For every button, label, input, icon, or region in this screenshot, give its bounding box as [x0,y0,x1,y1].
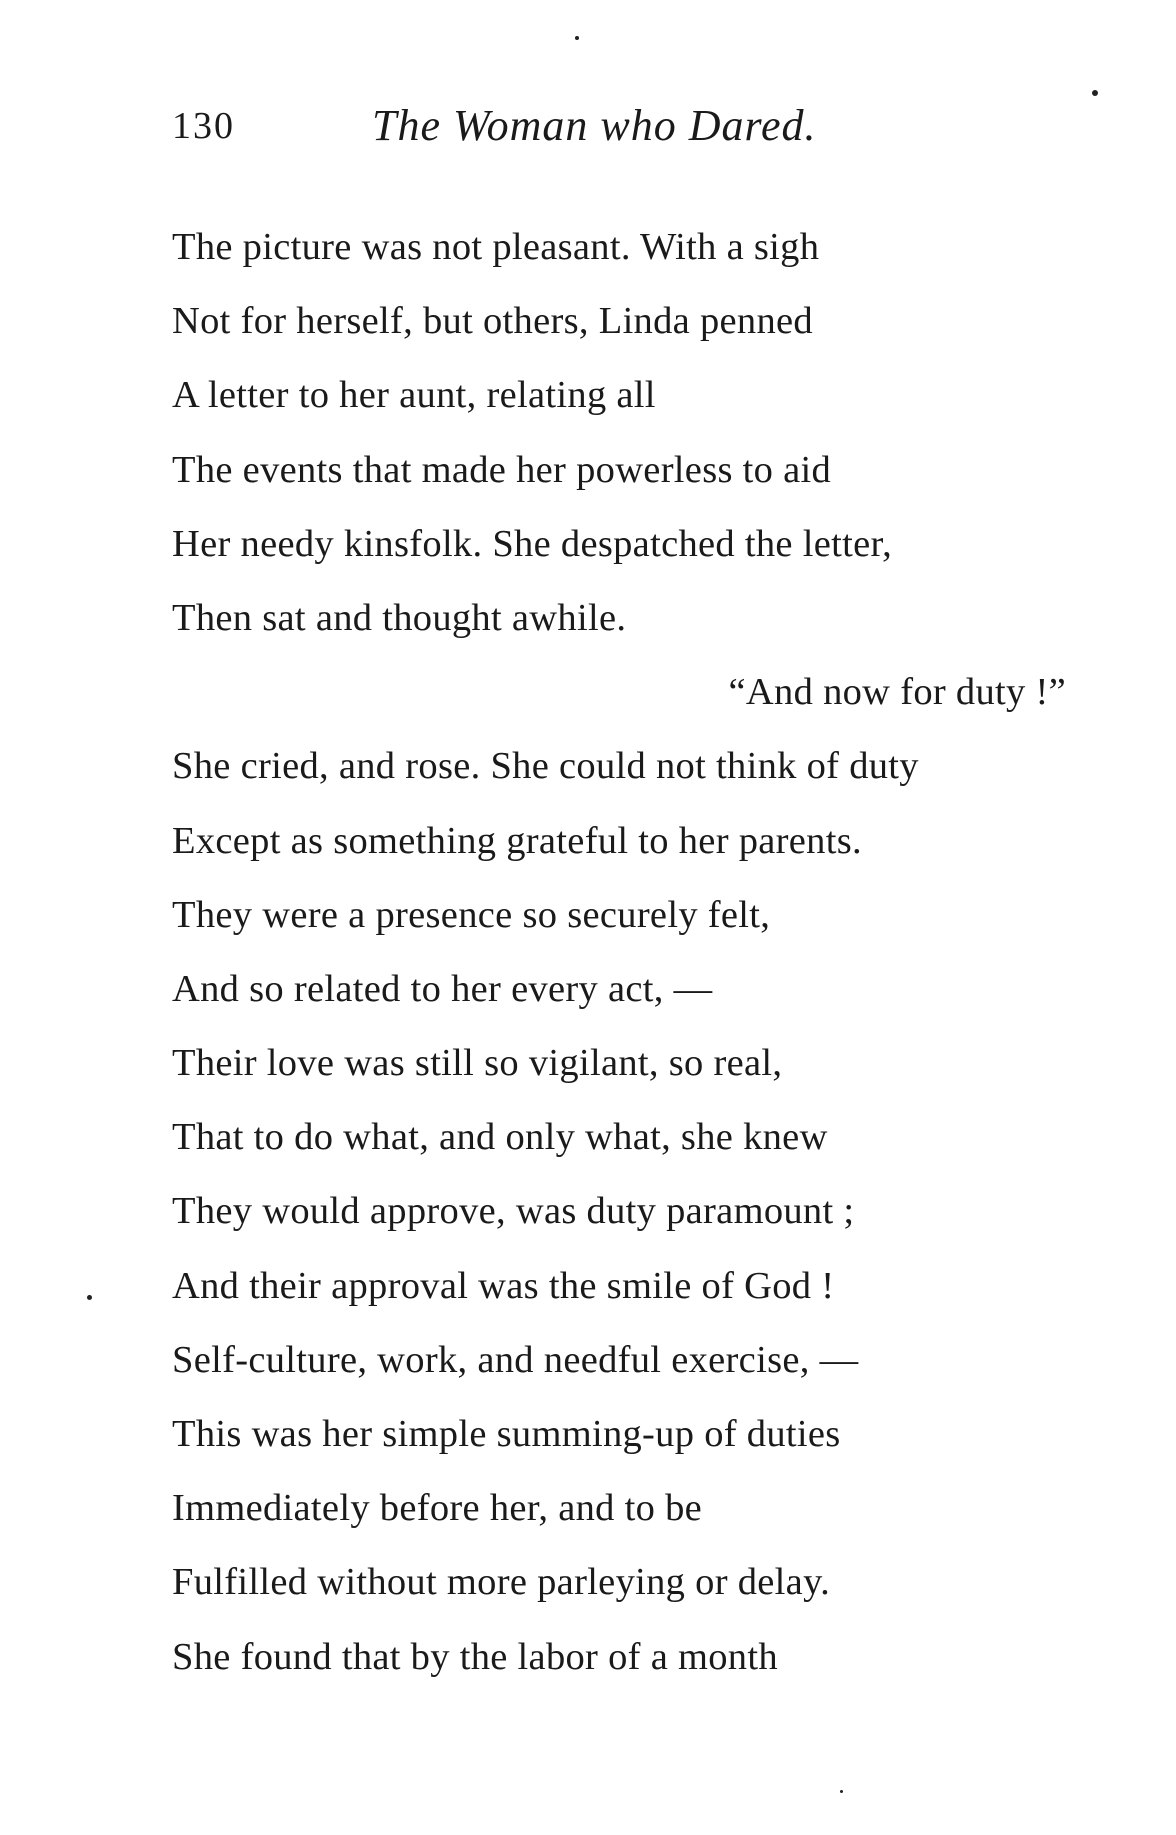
poem-line: They were a presence so securely felt, [172,893,771,936]
poem-line: A letter to her aunt, relating all [172,374,656,417]
poem-line: And so related to her every act, — [172,967,713,1010]
page-number: 130 [172,105,235,147]
poem-line: Their love was still so vigilant, so real, [172,1042,783,1085]
poem-line: Fulfilled without more parleying or delay. [172,1561,831,1604]
poem-line: Not for herself, but others, Linda penned [172,300,813,343]
print-speck [87,1295,92,1300]
running-head [172,100,972,160]
poem-line: They would approve, was duty paramount ; [172,1190,855,1233]
poem-line: The picture was not pleasant. With a sigh [172,226,820,268]
poem-text [172,210,1132,1694]
print-speck [575,36,579,40]
poem-line: Immediately before her, and to be [172,1487,703,1530]
poem-line: This was her simple summing-up of duties [172,1413,841,1455]
print-speck [840,1790,843,1793]
print-speck [1092,90,1098,96]
poem-line: She cried, and rose. She could not think of duty [172,745,919,788]
poem-line: Self-culture, work, and needful exercise, — [172,1338,859,1381]
poem-line-indented: “And now for duty !” [728,671,1066,714]
book-title: The Woman who Dared. [372,101,817,150]
poem-line: Her needy kinsfolk. She despatched the letter, [172,522,892,565]
poem-line: And their approval was the smile of God ! [172,1264,835,1307]
poem-line: The events that made her powerless to aid [172,448,832,491]
poem-line: Then sat and thought awhile. [172,596,627,639]
poem-line: Except as something grateful to her parents. [172,819,862,862]
poem-line: That to do what, and only what, she knew [172,1116,828,1159]
poem-line: She found that by the labor of a month [172,1635,778,1678]
